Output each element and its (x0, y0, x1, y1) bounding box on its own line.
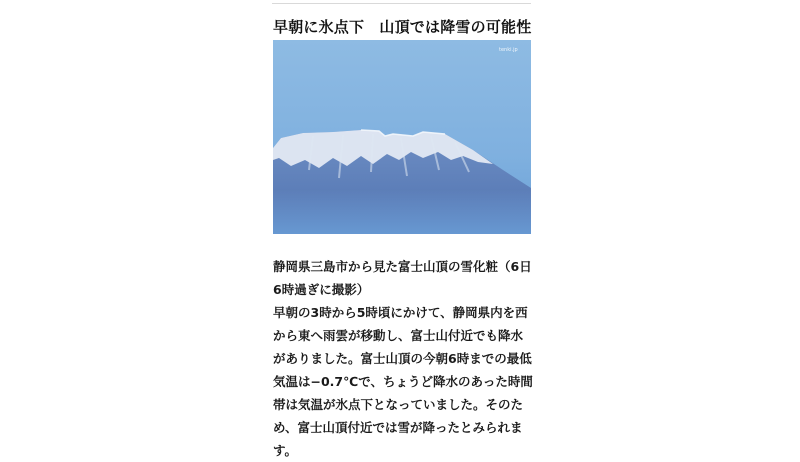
photo-caption: 静岡県三島市から見た富士山頂の雪化粧（6日6時過ぎに撮影） (273, 259, 532, 297)
article-headline: 早朝に氷点下 山頂では降雪の可能性 (273, 18, 532, 36)
watermark-text: tenki.jp (499, 47, 518, 53)
article-photo[interactable] (273, 40, 531, 234)
divider (272, 3, 531, 4)
body-text: 早朝の3時から5時頃にかけて、静岡県内を西から東へ雨雲が移動し、富士山付近でも降水がありました。富士山頂の今朝6時までの最低気温は−0.7℃で、ちょうど降水のあった時間帯は気温が氷点下となっていました。そのため、富士山頂付近では雪が降ったとみられます。 (273, 305, 533, 458)
article-body (273, 255, 535, 462)
mount-fuji-image (273, 40, 531, 234)
